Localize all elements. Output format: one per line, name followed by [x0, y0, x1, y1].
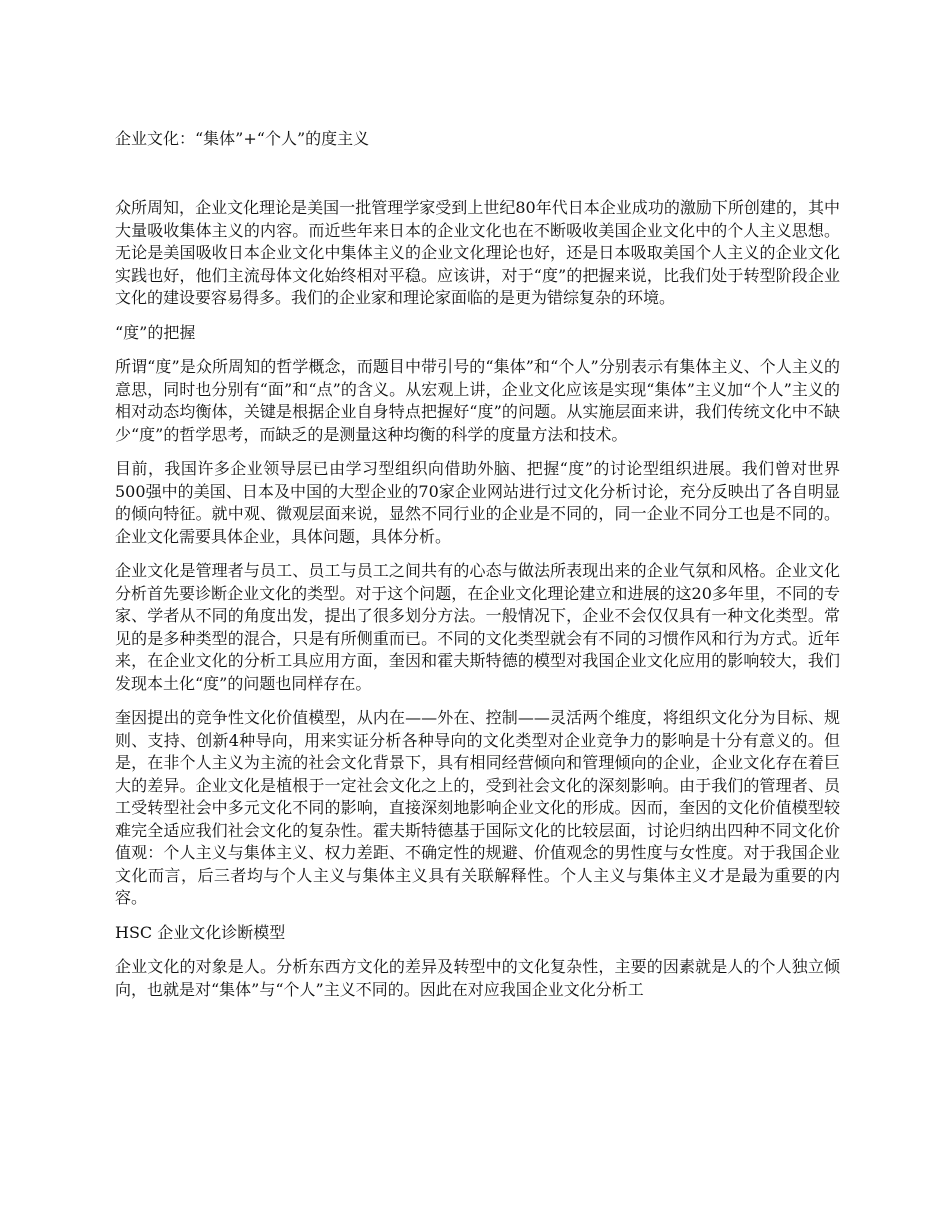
paragraph: 众所周知，企业文化理论是美国一批管理学家受到上世纪80年代日本企业成功的激励下所创建的，其中大量吸收集体主义的内容。而近些年来日本的企业文化也在不断吸收美国企业文化中的个人主义思想。无论是美国吸收日本企业文化中集体主义的企业文化理论也好，还是日本吸取美国个人主义的企业文化实践也好，他们主流母体文化始终相对平稳。应该讲，对于“度”的把握来说，比我们处于转型阶段企业文化的建设要容易得多。我们的企业家和理论家面临的是更为错综复杂的环境。: [115, 198, 840, 307]
document-title: 企业文化：“集体”+“个人”的度主义: [115, 129, 370, 148]
section-heading: “度”的把握: [115, 322, 196, 342]
paragraph: 奎因提出的竞争性文化价值模型，从内在——外在、控制——灵活两个维度，将组织文化分为目标、规则、支持、创新4种导向，用来实证分析各种导向的文化类型对企业竞争力的影响是十分有意义的。但是，在非个人主义为主流的社会文化背景下，具有相同经营倾向和管理倾向的企业，企业文化存在着巨大的差异。企业文化是植根于一定社会文化之上的，受到社会文化的深刻影响。由于我们的管理者、员工受转型社会中多元文化不同的影响，直接深刻地影响企业文化的形成。因而，奎因的文化价值模型较难完全适应我们社会文化的复杂性。霍夫斯特德基于国际文化的比较层面，讨论归纳出四种不同文化价值观：个人主义与集体主义、权力差距、不确定性的规避、价值观念的男性度与女性度。对于我国企业文化而言，后三者均与个人主义与集体主义具有关联解释性。个人主义与集体主义才是最为重要的内容。: [115, 708, 840, 907]
paragraph: 目前，我国许多企业领导层已由学习型组织向借助外脑、把握“度”的讨论型组织进展。我们曾对世界500强中的美国、日本及中国的大型企业的70家企业网站进行过文化分析讨论，充分反映出了各自明显的倾向特征。就中观、微观层面来说，显然不同行业的企业是不同的，同一企业不同分工也是不同的。企业文化需要具体企业，具体问题，具体分析。: [115, 459, 840, 546]
document-body: [115, 197, 840, 1013]
section-heading: HSC 企业文化诊断模型: [115, 922, 286, 942]
paragraph: 所谓“度”是众所周知的哲学概念，而题目中带引号的“集体”和“个人”分别表示有集体主义、个人主义的意思，同时也分别有“面”和“点”的含义。从宏观上讲，企业文化应该是实现“集体”主义加“个人”主义的相对动态均衡体，关键是根据企业自身特点把握好“度”的问题。从实施层面来讲，我们传统文化中不缺少“度”的哲学思考，而缺乏的是测量这种均衡的科学的度量方法和技术。: [115, 357, 840, 444]
paragraph: 企业文化的对象是人。分析东西方文化的差异及转型中的文化复杂性，主要的因素就是人的个人独立倾向，也就是对“集体”与“个人”主义不同的。因此在对应我国企业文化分析工: [115, 957, 840, 999]
paragraph: 企业文化是管理者与员工、员工与员工之间共有的心态与做法所表现出来的企业气氛和风格。企业文化分析首先要诊断企业文化的类型。对于这个问题，在企业文化理论建立和进展的这20多年里，不同的专家、学者从不同的角度出发，提出了很多划分方法。一般情况下，企业不会仅仅具有一种文化类型。常见的是多种类型的混合，只是有所侧重而已。不同的文化类型就会有不同的习惯作风和行为方式。近年来，在企业文化的分析工具应用方面，奎因和霍夫斯特德的模型对我国企业文化应用的影响较大，我们发现本土化“度”的问题也同样存在。: [115, 561, 840, 693]
